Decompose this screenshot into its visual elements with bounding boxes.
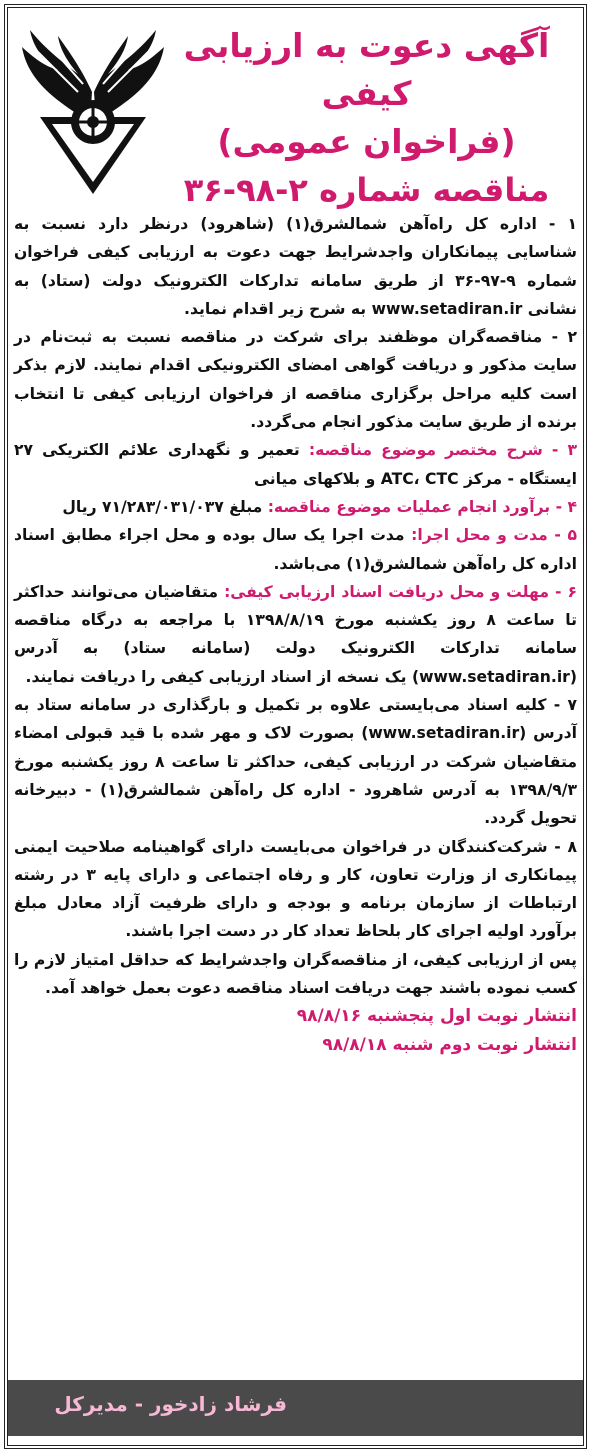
clause-6-text: متقاضیان می‌توانند حداکثر تا ساعت ۸ روز یکشنبه مورخ ۱۳۹۸/۸/۱۹ با مراجعه به درگاه مناقصه سامانه تدارکات الکترونیک دولت (سامانه ستاد) به آدرس (www.setadiran.ir) یک نسخه از اسناد ارزیابی کیفی را دریافت نمایند. <box>14 582 577 686</box>
clause-5 <box>14 521 577 578</box>
main-title: آگهی دعوت به ارزیابی کیفی <box>183 26 550 113</box>
clause-3-text: تعمیر و نگهداری علائم الکتریکی ۲۷ ایستگاه - مرکز ATC، CTC و بلاکهای میانی <box>14 441 577 488</box>
signature-name: فرشاد زادخور - مدیرکل <box>54 1392 287 1416</box>
winged-wheel-emblem-icon <box>18 22 168 197</box>
clause-6-label: ۶ - مهلت و محل دریافت اسناد ارزیابی کیفی: <box>224 582 577 601</box>
publication-second: انتشار نوبت دوم شنبه ۹۸/۸/۱۸ <box>322 1035 577 1056</box>
clause-4-label: ۴ - برآورد انجام عملیات موضوع مناقصه: <box>267 497 577 516</box>
announcement-body <box>14 210 577 1060</box>
clause-4-text: مبلغ ۷۱/۲۸۳/۰۳۱/۰۳۷ ریال <box>62 497 268 516</box>
clause-3-label: ۳ - شرح مختصر موضوع مناقصه: <box>308 441 577 460</box>
clause-2: ۲ - مناقصه‌گران موظفند برای شرکت در مناقصه نسبت به ثبت‌نام در سایت مذکور و دریافت گواهی امضای الکترونیکی اقدام نمایند. لازم بذکر است کلیه مراحل برگزاری مناقصه از فراخوان ارزیابی کیفی تا انتخاب برنده از طریق سایت مذکور انجام می‌گردد. <box>14 328 577 432</box>
title-block <box>164 22 569 214</box>
clause-1: ۱ - اداره کل راه‌آهن شمالشرق(۱) (شاهرود) درنظر دارد نسبت به شناسایی پیمانکاران واجدشرایط جهت دعوت به ارزیابی کیفی فراخوان شماره ۹-۹۷-۳۶ از طریق سامانه تدارکات الکترونیک دولت (ستاد) به نشانی www.setadiran.ir به شرح زیر اقدام نماید. <box>14 215 577 318</box>
signature-bar <box>8 1380 583 1436</box>
header <box>14 14 577 209</box>
clause-5-text: مدت اجرا یک سال بوده و محل اجراء مطابق اسناد اداره کل راه‌آهن شمالشرق(۱) می‌باشد. <box>14 526 577 573</box>
closing-paragraph: پس از ارزیابی کیفی، از مناقصه‌گران واجدشرایط که حداقل امتیاز لازم را کسب نموده باشند جهت دریافت اسناد مناقصه دعوت بعمل خواهد آمد. <box>14 950 577 998</box>
clause-8: ۸ - شرکت‌کنندگان در فراخوان می‌بایست دارای گواهینامه صلاحیت ایمنی پیمانکاری از وزارت تعاون، کار و رفاه اجتماعی و دارای پایه ۳ در رشته ارتباطات از سازمان برنامه و بودجه و دارای ظرفیت آزاد معادل مبلغ برآورد اولیه اجرای کار بلحاظ تعداد کار در دست اجرا باشند. <box>14 837 577 941</box>
publication-first: انتشار نوبت اول پنجشنبه ۹۸/۸/۱۶ <box>296 1006 577 1027</box>
tender-number: مناقصه شماره ۲-۹۸-۳۶ <box>183 171 550 209</box>
clause-4 <box>14 493 577 521</box>
sub-title: (فراخوان عمومی) <box>217 122 516 161</box>
clause-7: ۷ - کلیه اسناد می‌بایستی علاوه بر تکمیل و بارگذاری در سامانه ستاد به آدرس (www.setadiran.ir) بصورت لاک و مهر شده با قید قبولی امضاء متقاضیان شرکت در ارزیابی کیفی، حداکثر تا ساعت ۸ روز یکشنبه مورخ ۱۳۹۸/۹/۳ به آدرس شاهرود - اداره کل راه‌آهن شمالشرق(۱) - دبیرخانه تحویل گردد. <box>14 696 577 828</box>
clause-5-label: ۵ - مدت و محل اجرا: <box>411 526 577 545</box>
clause-6 <box>14 578 577 691</box>
clause-3 <box>14 436 577 493</box>
